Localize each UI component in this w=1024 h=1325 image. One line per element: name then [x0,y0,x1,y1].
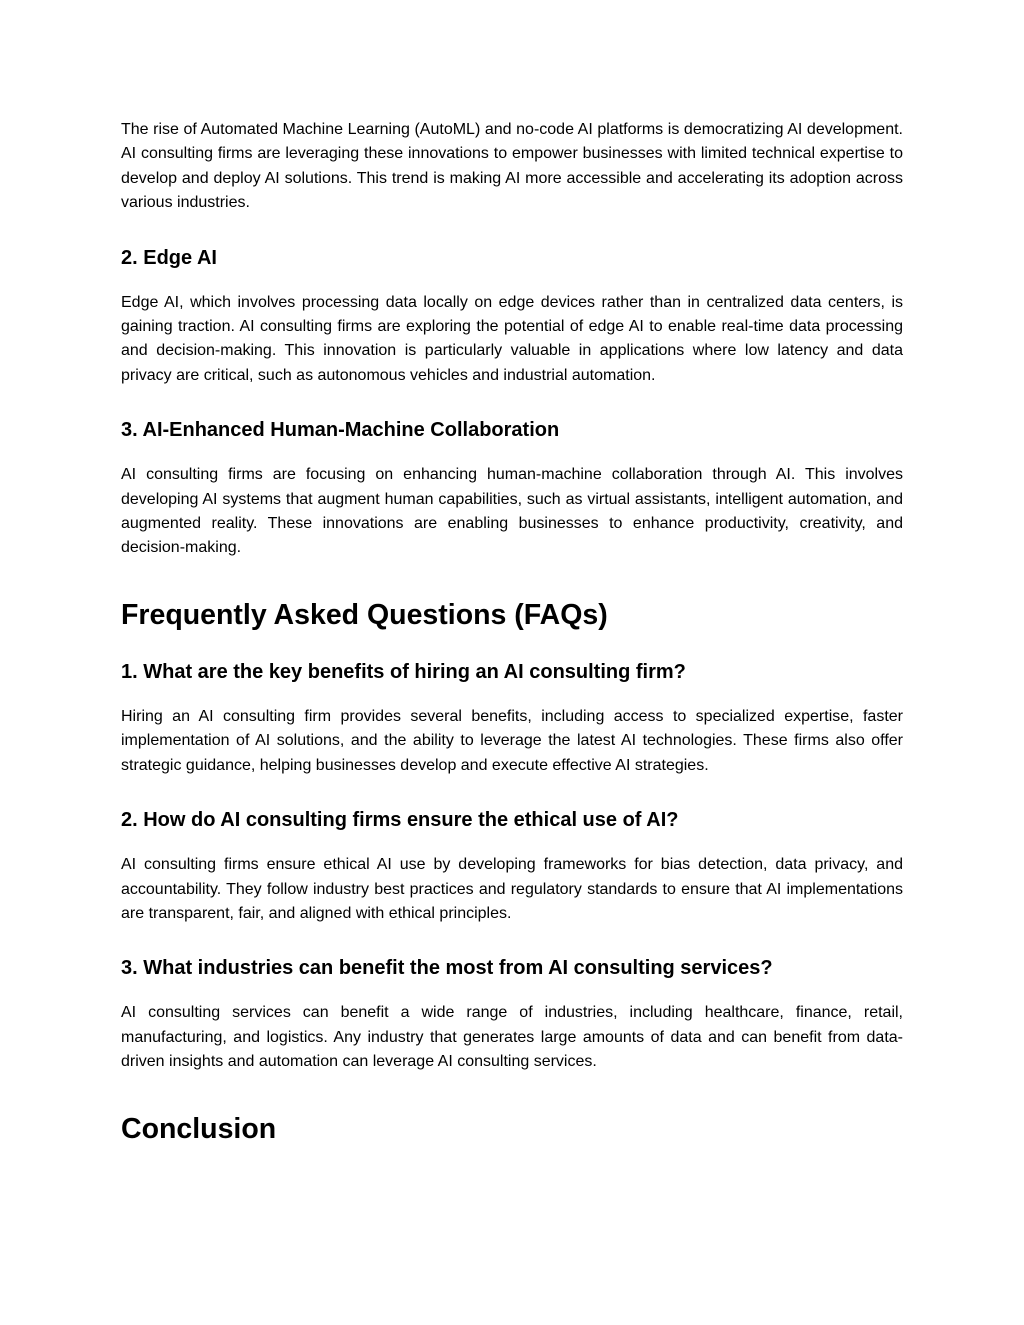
section-heading-edge-ai: 2. Edge AI [121,246,217,269]
document-page [121,118,903,1147]
faq-question: 1. What are the key benefits of hiring an AI consulting firm? [121,660,686,683]
section-body-human-machine-collaboration: AI consulting firms are focusing on enhancing human-machine collaboration through AI. This involves developing AI systems that augment human capabilities, such as virtual assistants, intelligent automation, and augmented reality. These innovations are enabling businesses to enhance productivity, creativity, and decision-making. [121,466,903,557]
faq-title: Frequently Asked Questions (FAQs) [121,598,608,631]
faq-question: 2. How do AI consulting firms ensure the ethical use of AI? [121,809,679,832]
intro-paragraph: The rise of Automated Machine Learning (AutoML) and no-code AI platforms is democratizing AI development. AI consulting firms are leveraging these innovations to empower businesses with limited technical expertise to develop and deploy AI solutions. This trend is making AI more accessible and accelerating its adoption across various industries. [121,121,903,212]
section-body-edge-ai: Edge AI, which involves processing data locally on edge devices rather than in centralized data centers, is gaining traction. AI consulting firms are exploring the potential of edge AI to enable real-time data processing and decision-making. This innovation is particularly valuable in applications where low latency and data privacy are critical, such as autonomous vehicles and industrial automation. [121,293,903,384]
faq-answer: Hiring an AI consulting firm provides several benefits, including access to specialized expertise, faster implementation of AI solutions, and the ability to leverage the latest AI technologies. These firms also offer strategic guidance, helping businesses develop and execute effective AI strategies. [121,707,903,774]
faq-answer: AI consulting firms ensure ethical AI use by developing frameworks for bias detection, data privacy, and accountability. They follow industry best practices and regulatory standards to ensure that AI implementations are transparent, fair, and aligned with ethical principles. [121,856,903,922]
conclusion-title: Conclusion [121,1112,277,1145]
faq-question: 3. What industries can benefit the most from AI consulting services? [121,957,773,980]
faq-answer: AI consulting services can benefit a wide range of industries, including healthcare, finance, retail, manufacturing, and logistics. Any industry that generates large amounts of data and can benefit from data-driven insights and automation can leverage AI consulting services. [121,1004,903,1071]
section-heading-human-machine-collaboration: 3. AI-Enhanced Human-Machine Collaboration [121,419,560,442]
